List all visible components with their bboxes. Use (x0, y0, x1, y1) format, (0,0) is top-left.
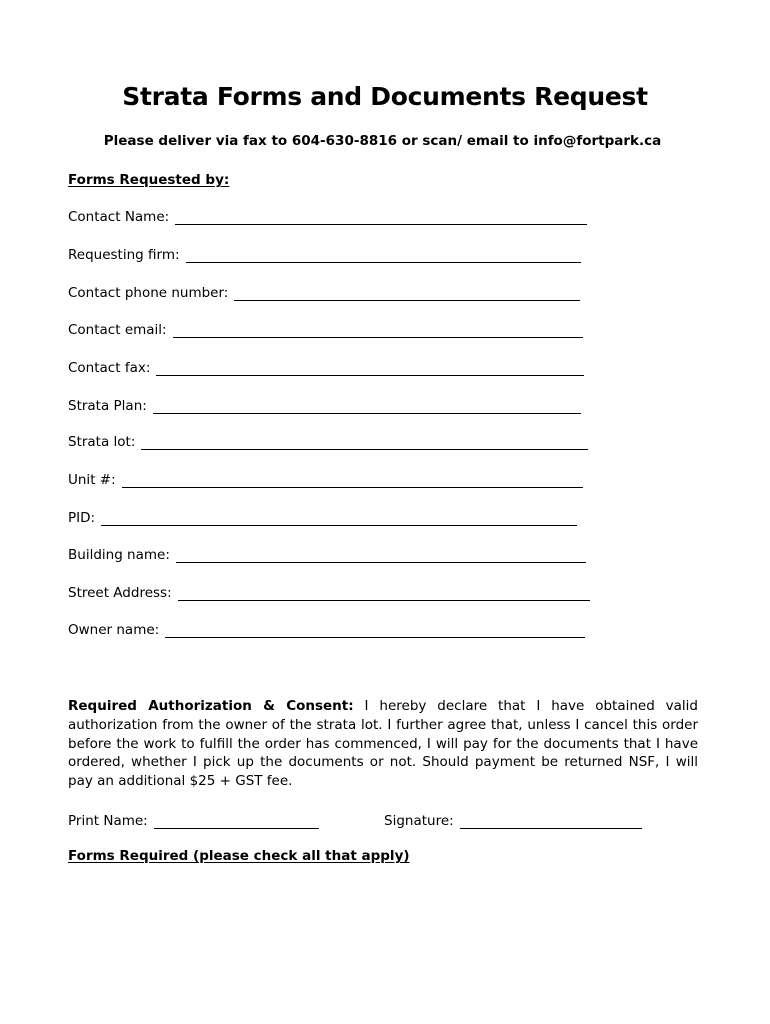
strata-plan-line[interactable] (153, 412, 581, 414)
street-address-field[interactable] (68, 582, 590, 602)
street-address-line[interactable] (178, 599, 590, 601)
contact-email-label: Contact email: (68, 322, 167, 338)
requesting-firm-field[interactable] (68, 244, 581, 264)
strata-plan-label: Strata Plan: (68, 398, 147, 414)
contact-name-field[interactable] (68, 206, 587, 226)
contact-phone-line[interactable] (234, 299, 580, 301)
owner-name-line[interactable] (165, 636, 585, 638)
pid-line[interactable] (101, 524, 577, 526)
print-name-line[interactable] (154, 827, 319, 829)
contact-name-line[interactable] (175, 223, 587, 225)
consent-body: I hereby declare that I have obtained valid authorization from the owner of the strata lot. I further agree that, unless I cancel this order before the work to fulfill the order has commenced, I will pay for the documents that I have ordered, whether I pick up the documents or not. Should payment be returned NSF, I will pay an additional $25 + GST fee. (68, 698, 698, 790)
contact-phone-field[interactable] (68, 282, 580, 302)
requesting-firm-label: Requesting firm: (68, 247, 180, 263)
unit-number-label: Unit #: (68, 472, 116, 488)
delivery-instructions: Please deliver via fax to 604-630-8816 or scan/ email to info@fortpark.ca (103, 133, 662, 149)
strata-lot-label: Strata lot: (68, 434, 136, 450)
owner-name-label: Owner name: (68, 622, 160, 638)
signature-field[interactable] (384, 810, 642, 830)
contact-fax-field[interactable] (68, 357, 584, 377)
unit-number-line[interactable] (122, 486, 583, 488)
strata-lot-field[interactable] (68, 431, 588, 451)
print-name-label: Print Name: (68, 813, 148, 829)
authorization-consent-paragraph (68, 697, 698, 791)
requested-by-heading: Forms Requested by: (68, 172, 230, 188)
consent-heading: Required Authorization & Consent: (68, 698, 354, 714)
unit-number-field[interactable] (68, 469, 583, 489)
forms-required-heading: Forms Required (please check all that apply) (68, 848, 410, 864)
pid-field[interactable] (68, 507, 577, 527)
contact-email-field[interactable] (68, 319, 583, 339)
contact-email-line[interactable] (173, 336, 583, 338)
street-address-label: Street Address: (68, 585, 172, 601)
signature-label: Signature: (384, 813, 454, 829)
contact-fax-line[interactable] (156, 374, 584, 376)
building-name-field[interactable] (68, 544, 586, 564)
building-name-label: Building name: (68, 547, 170, 563)
building-name-line[interactable] (176, 561, 586, 563)
signature-line[interactable] (460, 827, 642, 829)
requesting-firm-line[interactable] (186, 261, 581, 263)
strata-plan-field[interactable] (68, 395, 581, 415)
strata-lot-line[interactable] (141, 448, 588, 450)
print-name-field[interactable] (68, 810, 319, 830)
page-title: Strata Forms and Documents Request (122, 82, 648, 111)
pid-label: PID: (68, 510, 96, 526)
owner-name-field[interactable] (68, 619, 585, 639)
contact-fax-label: Contact fax: (68, 360, 151, 376)
contact-name-label: Contact Name: (68, 209, 170, 225)
contact-phone-label: Contact phone number: (68, 285, 229, 301)
